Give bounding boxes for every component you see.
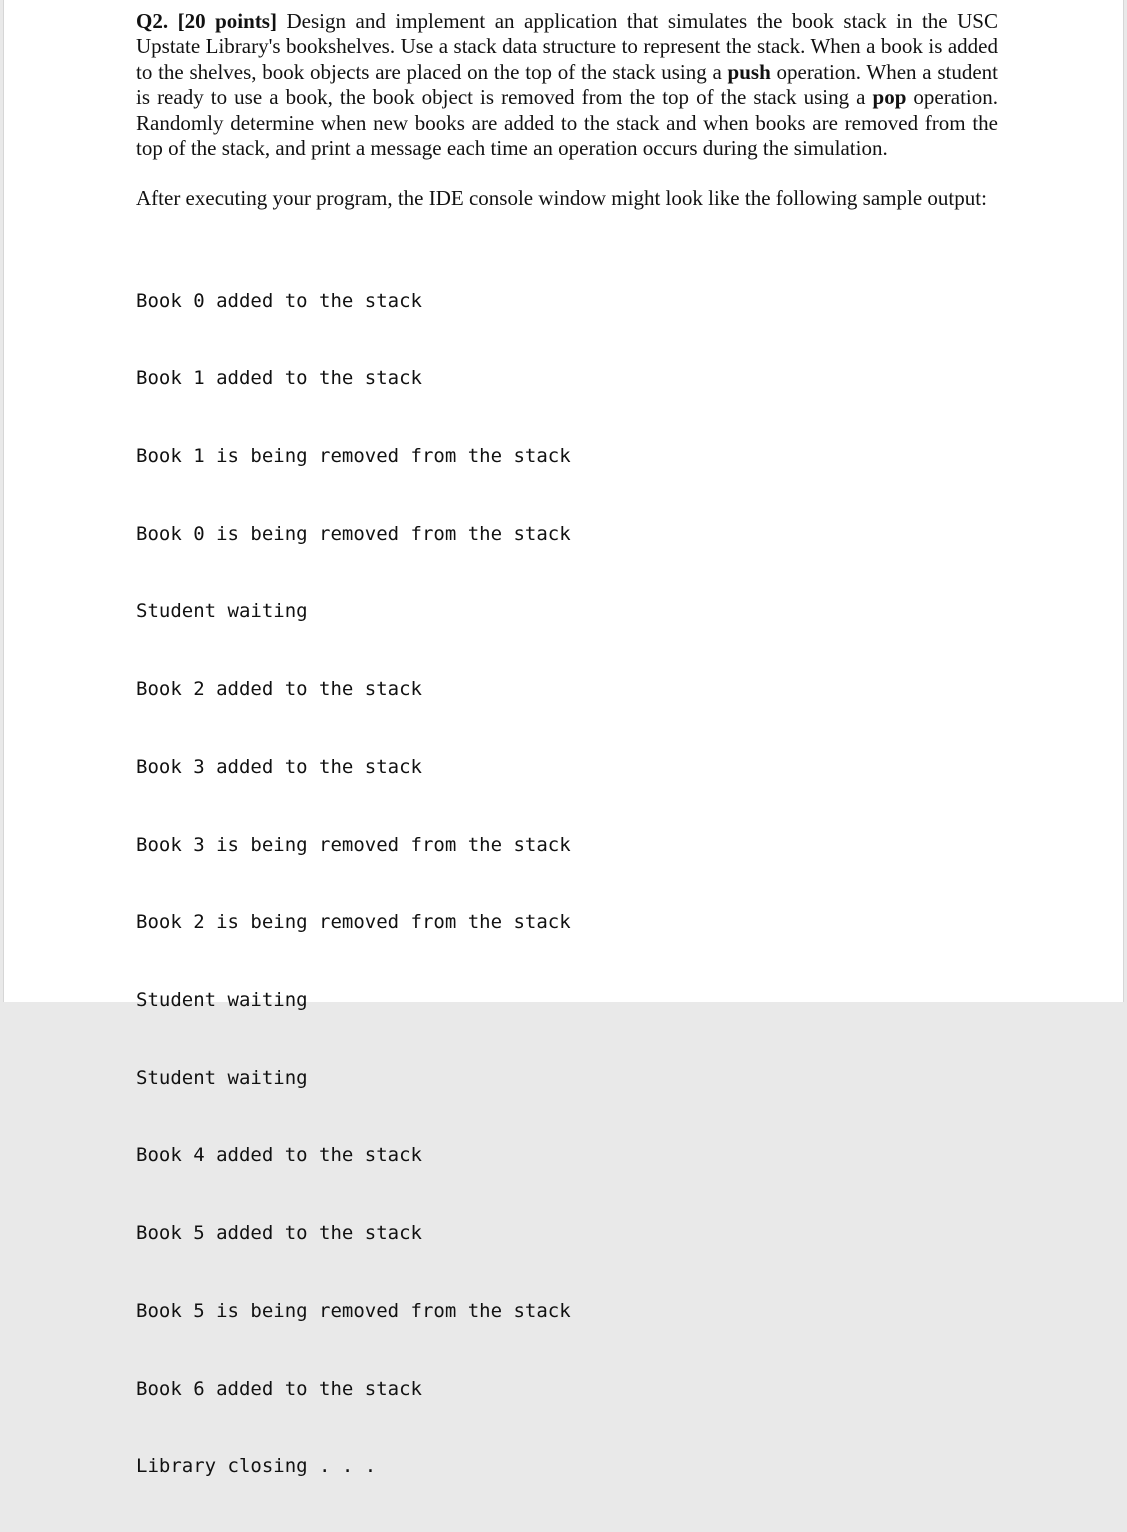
console-line: Book 3 added to the stack	[136, 755, 422, 778]
console-line: Book 5 is being removed from the stack	[136, 1299, 571, 1322]
intro-paragraph: After executing your program, the IDE console window might look like the following sample output:	[136, 186, 987, 211]
document-content	[136, 9, 998, 1532]
question-paragraph	[136, 9, 998, 161]
question-text-2: operation. When a student is ready to use a book, the book object is removed from the top of the stack using a	[136, 59, 998, 110]
console-line: Book 0 is being removed from the stack	[136, 522, 571, 545]
console-line: Book 5 added to the stack	[136, 1222, 422, 1245]
question-text-1: Design and implement an application that simulates the book stack in the USC Upstate Library's bookshelves. Use a stack data structure to represent the stack. When a book is added to the shelves, book objects are placed on the top of the stack using a	[136, 9, 998, 84]
console-line: Student waiting	[136, 988, 308, 1011]
console-line: Book 1 is being removed from the stack	[136, 445, 571, 468]
console-line: Book 6 added to the stack	[136, 1377, 422, 1400]
console-line: Book 2 added to the stack	[136, 678, 422, 701]
console-line: Book 2 is being removed from the stack	[136, 911, 571, 934]
paragraph-gap	[136, 161, 998, 186]
question-text-3: operation. Randomly determine when new books are added to the stack and when books are removed from the top of the stack, and print a message each time an operation occurs during the simulation.	[136, 85, 998, 161]
sample-console-output	[136, 237, 998, 1532]
console-line: Book 3 is being removed from the stack	[136, 833, 571, 856]
console-line: Book 0 added to the stack	[136, 289, 422, 312]
push-keyword: push	[727, 59, 771, 84]
console-line: Library closing . . .	[136, 1455, 377, 1478]
question-label: Q2. [20 points]	[136, 9, 277, 33]
console-line: Book 1 added to the stack	[136, 367, 422, 390]
console-line: Book 4 added to the stack	[136, 1144, 422, 1167]
console-line: Student waiting	[136, 600, 308, 623]
pop-keyword: pop	[872, 85, 907, 110]
console-line: Student waiting	[136, 1066, 308, 1089]
document-page	[3, 0, 1124, 1478]
